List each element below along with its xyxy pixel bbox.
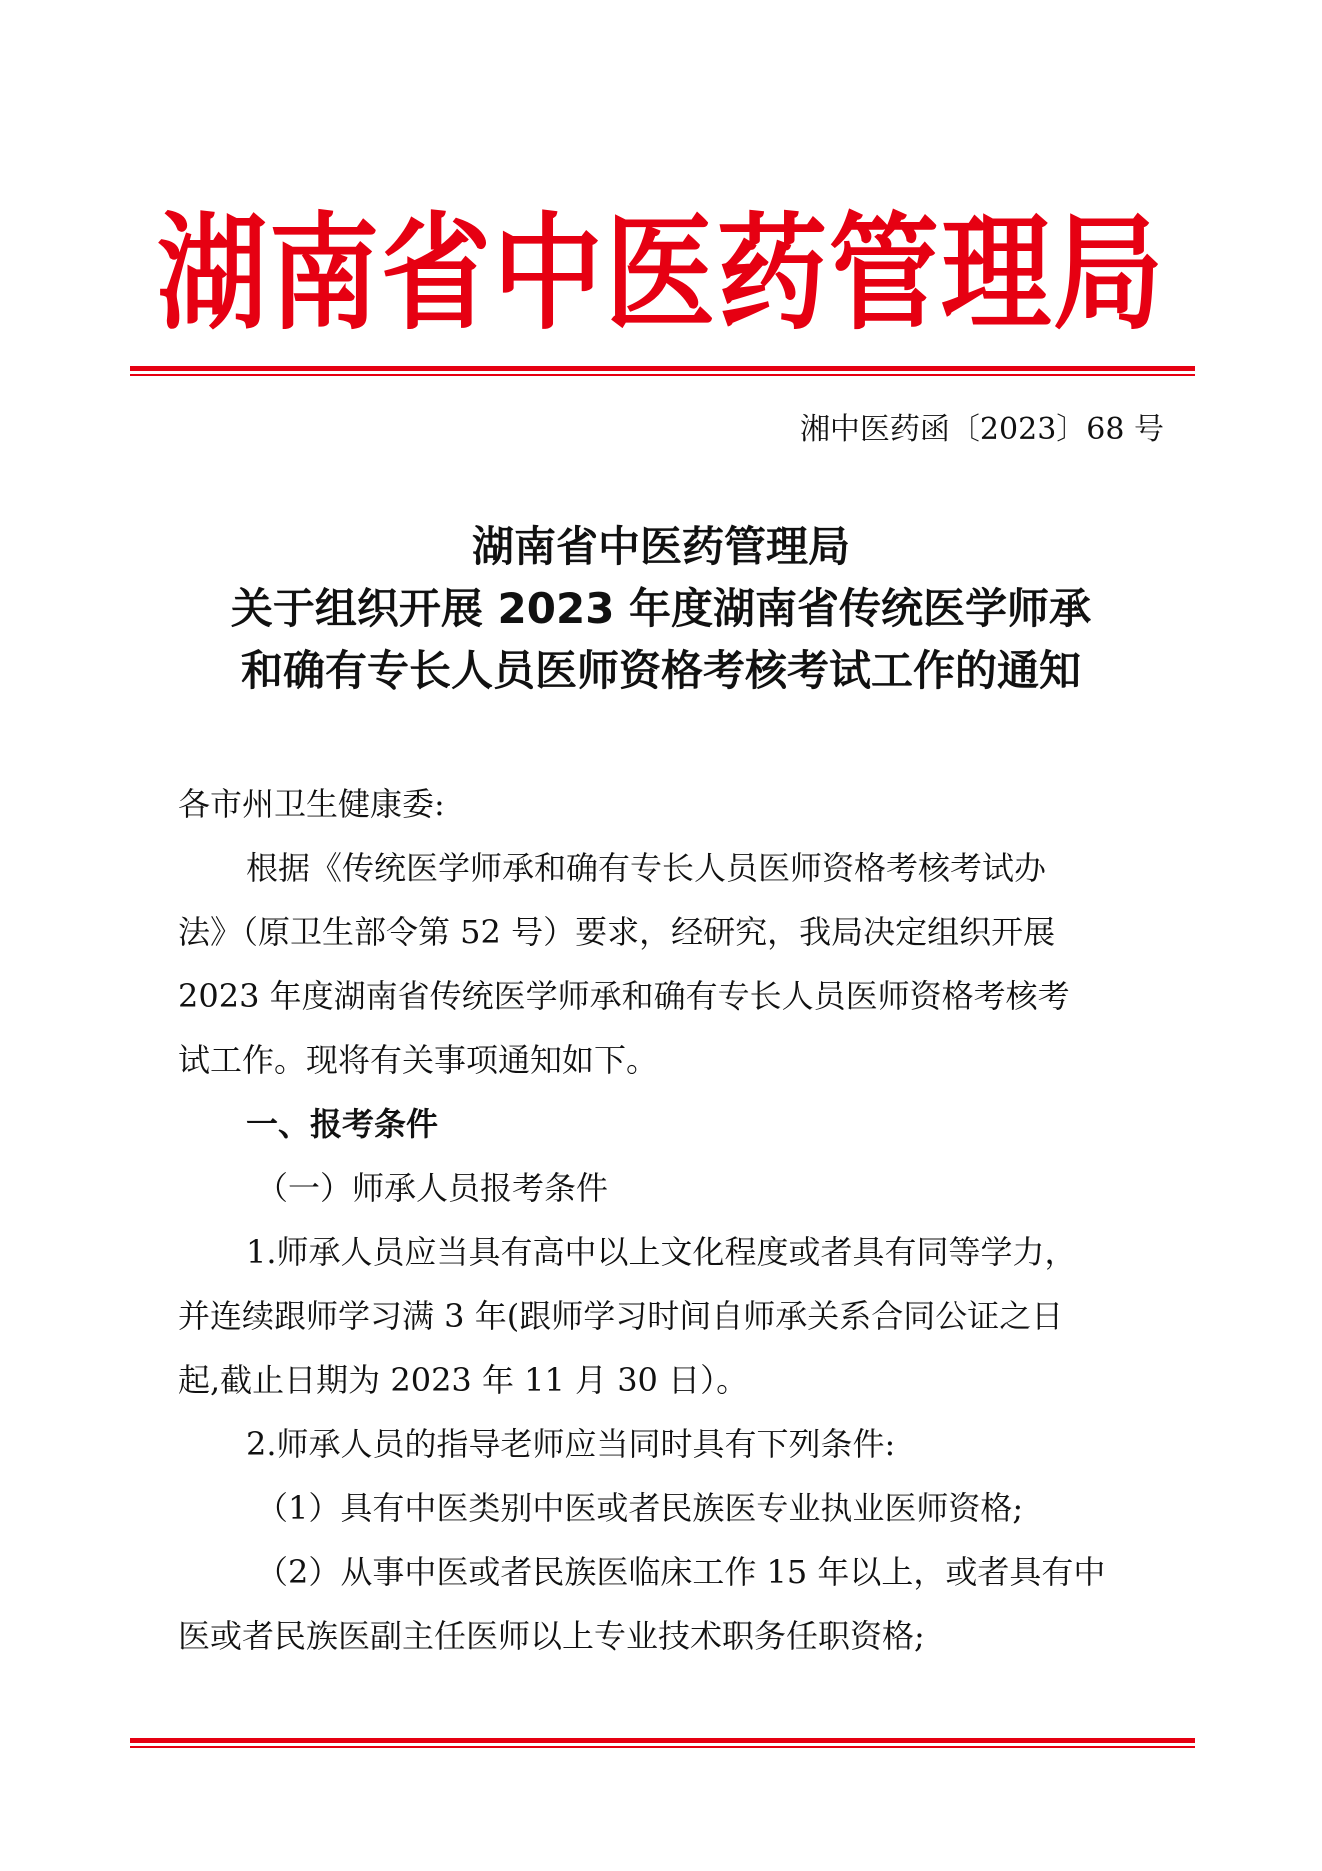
subsection-heading: （一）师承人员报考条件 <box>256 1169 609 1207</box>
title-line: 和确有专长人员医师资格考核考试工作的通知 <box>240 646 1081 695</box>
title-line: 关于组织开展 2023 年度湖南省传统医学师承 <box>230 584 1092 633</box>
title-line: 湖南省中医药管理局 <box>471 522 850 571</box>
item-line: 并连续跟师学习满 3 年(跟师学习时间自师承关系合同公证之日 <box>178 1297 1064 1335</box>
item-line: （2）从事中医或者民族医临床工作 15 年以上，或者具有中 <box>256 1553 1106 1591</box>
section-heading: 一、报考条件 <box>246 1105 439 1143</box>
item-line: 1.师承人员应当具有高中以上文化程度或者具有同等学力， <box>246 1233 1077 1271</box>
item-line: 起,截止日期为 2023 年 11 月 30 日）。 <box>178 1361 749 1399</box>
item-line: 医或者民族医副主任医师以上专业技术职务任职资格; <box>178 1617 925 1655</box>
masthead-red-rule <box>130 366 1195 376</box>
paragraph-line: 2023 年度湖南省传统医学师承和确有专长人员医师资格考核考 <box>178 977 1070 1015</box>
footer-red-rule <box>130 1738 1195 1748</box>
paragraph-line: 试工作。现将有关事项通知如下。 <box>178 1041 659 1079</box>
addressee: 各市州卫生健康委: <box>178 785 445 823</box>
document-title <box>150 516 1172 702</box>
document-body <box>178 772 1164 1668</box>
paragraph-line: 根据《传统医学师承和确有专长人员医师资格考核考试办 <box>246 849 1047 887</box>
item-line: （1）具有中医类别中医或者民族医专业执业医师资格; <box>256 1489 1024 1527</box>
item-line: 2.师承人员的指导老师应当同时具有下列条件: <box>246 1425 896 1463</box>
masthead-title: 湖南省中医药管理局 <box>157 200 1165 347</box>
paragraph-line: 法》（原卫生部令第 52 号）要求，经研究，我局决定组织开展 <box>178 913 1056 951</box>
document-number: 湘中医药函〔2023〕68 号 <box>799 412 1164 447</box>
